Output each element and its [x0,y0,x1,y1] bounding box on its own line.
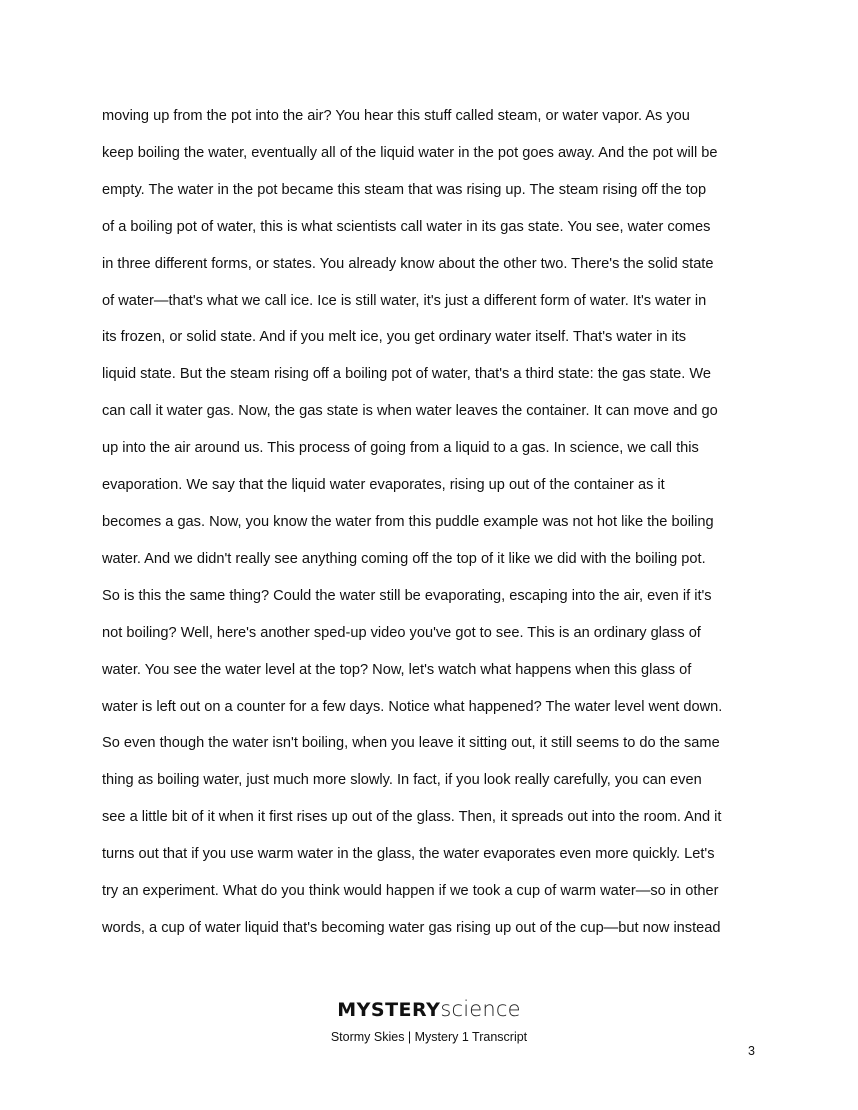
transcript-line: water. And we didn't really see anything coming off the top of it like we did with the boiling pot. [102,550,706,567]
transcript-line: up into the air around us. This process of going from a liquid to a gas. In science, we call this [102,440,699,457]
transcript-line: words, a cup of water liquid that's becoming water gas rising up out of the cup—but now instead [102,919,721,936]
logo-light-text: science [440,997,521,1021]
transcript-line: empty. The water in the pot became this steam that was rising up. The steam rising off the top [102,181,707,198]
transcript-line: of a boiling pot of water, this is what scientists call water in its gas state. You see, water comes [102,218,711,235]
transcript-line: of water—that's what we call ice. Ice is still water, it's just a different form of water. It's water in [102,292,707,309]
mystery-science-logo [0,996,858,1022]
transcript-line: keep boiling the water, eventually all of the liquid water in the pot goes away. And the pot will be [102,144,718,161]
transcript-line: its frozen, or solid state. And if you melt ice, you get ordinary water itself. That's water in its [102,329,687,346]
transcript-line: So is this the same thing? Could the water still be evaporating, escaping into the air, even if it's [102,587,712,604]
transcript-line: moving up from the pot into the air? You hear this stuff called steam, or water vapor. As you [102,108,690,124]
page-number: 3 [748,1044,755,1058]
logo-bold-text: MYSTERY [337,999,441,1021]
transcript-line: see a little bit of it when it first rises up out of the glass. Then, it spreads out into the room. And it [102,809,722,826]
transcript-line: liquid state. But the steam rising off a boiling pot of water, that's a third state: the gas state. We [102,366,712,383]
transcript-line: can call it water gas. Now, the gas state is when water leaves the container. It can move and go [102,403,718,420]
transcript-line: water. You see the water level at the top? Now, let's watch what happens when this glass of [102,661,692,678]
transcript-line: evaporation. We say that the liquid water evaporates, rising up out of the container as it [102,477,665,494]
transcript-line: thing as boiling water, just much more slowly. In fact, if you look really carefully, you can even [102,772,702,789]
transcript-line: water is left out on a counter for a few days. Notice what happened? The water level went down. [102,698,723,715]
transcript-line: try an experiment. What do you think would happen if we took a cup of warm water—so in other [102,883,719,900]
transcript-body [102,98,758,947]
transcript-line: So even though the water isn't boiling, when you leave it sitting out, it still seems to do the same [102,735,720,752]
transcript-line: not boiling? Well, here's another sped-up video you've got to see. This is an ordinary glass of [102,624,701,641]
transcript-line: becomes a gas. Now, you know the water from this puddle example was not hot like the boiling [102,513,714,530]
transcript-line: turns out that if you use warm water in the glass, the water evaporates even more quickly. Let's [102,846,715,863]
footer-caption: Stormy Skies | Mystery 1 Transcript [330,1030,528,1044]
transcript-line: in three different forms, or states. You already know about the other two. There's the solid state [102,255,714,272]
